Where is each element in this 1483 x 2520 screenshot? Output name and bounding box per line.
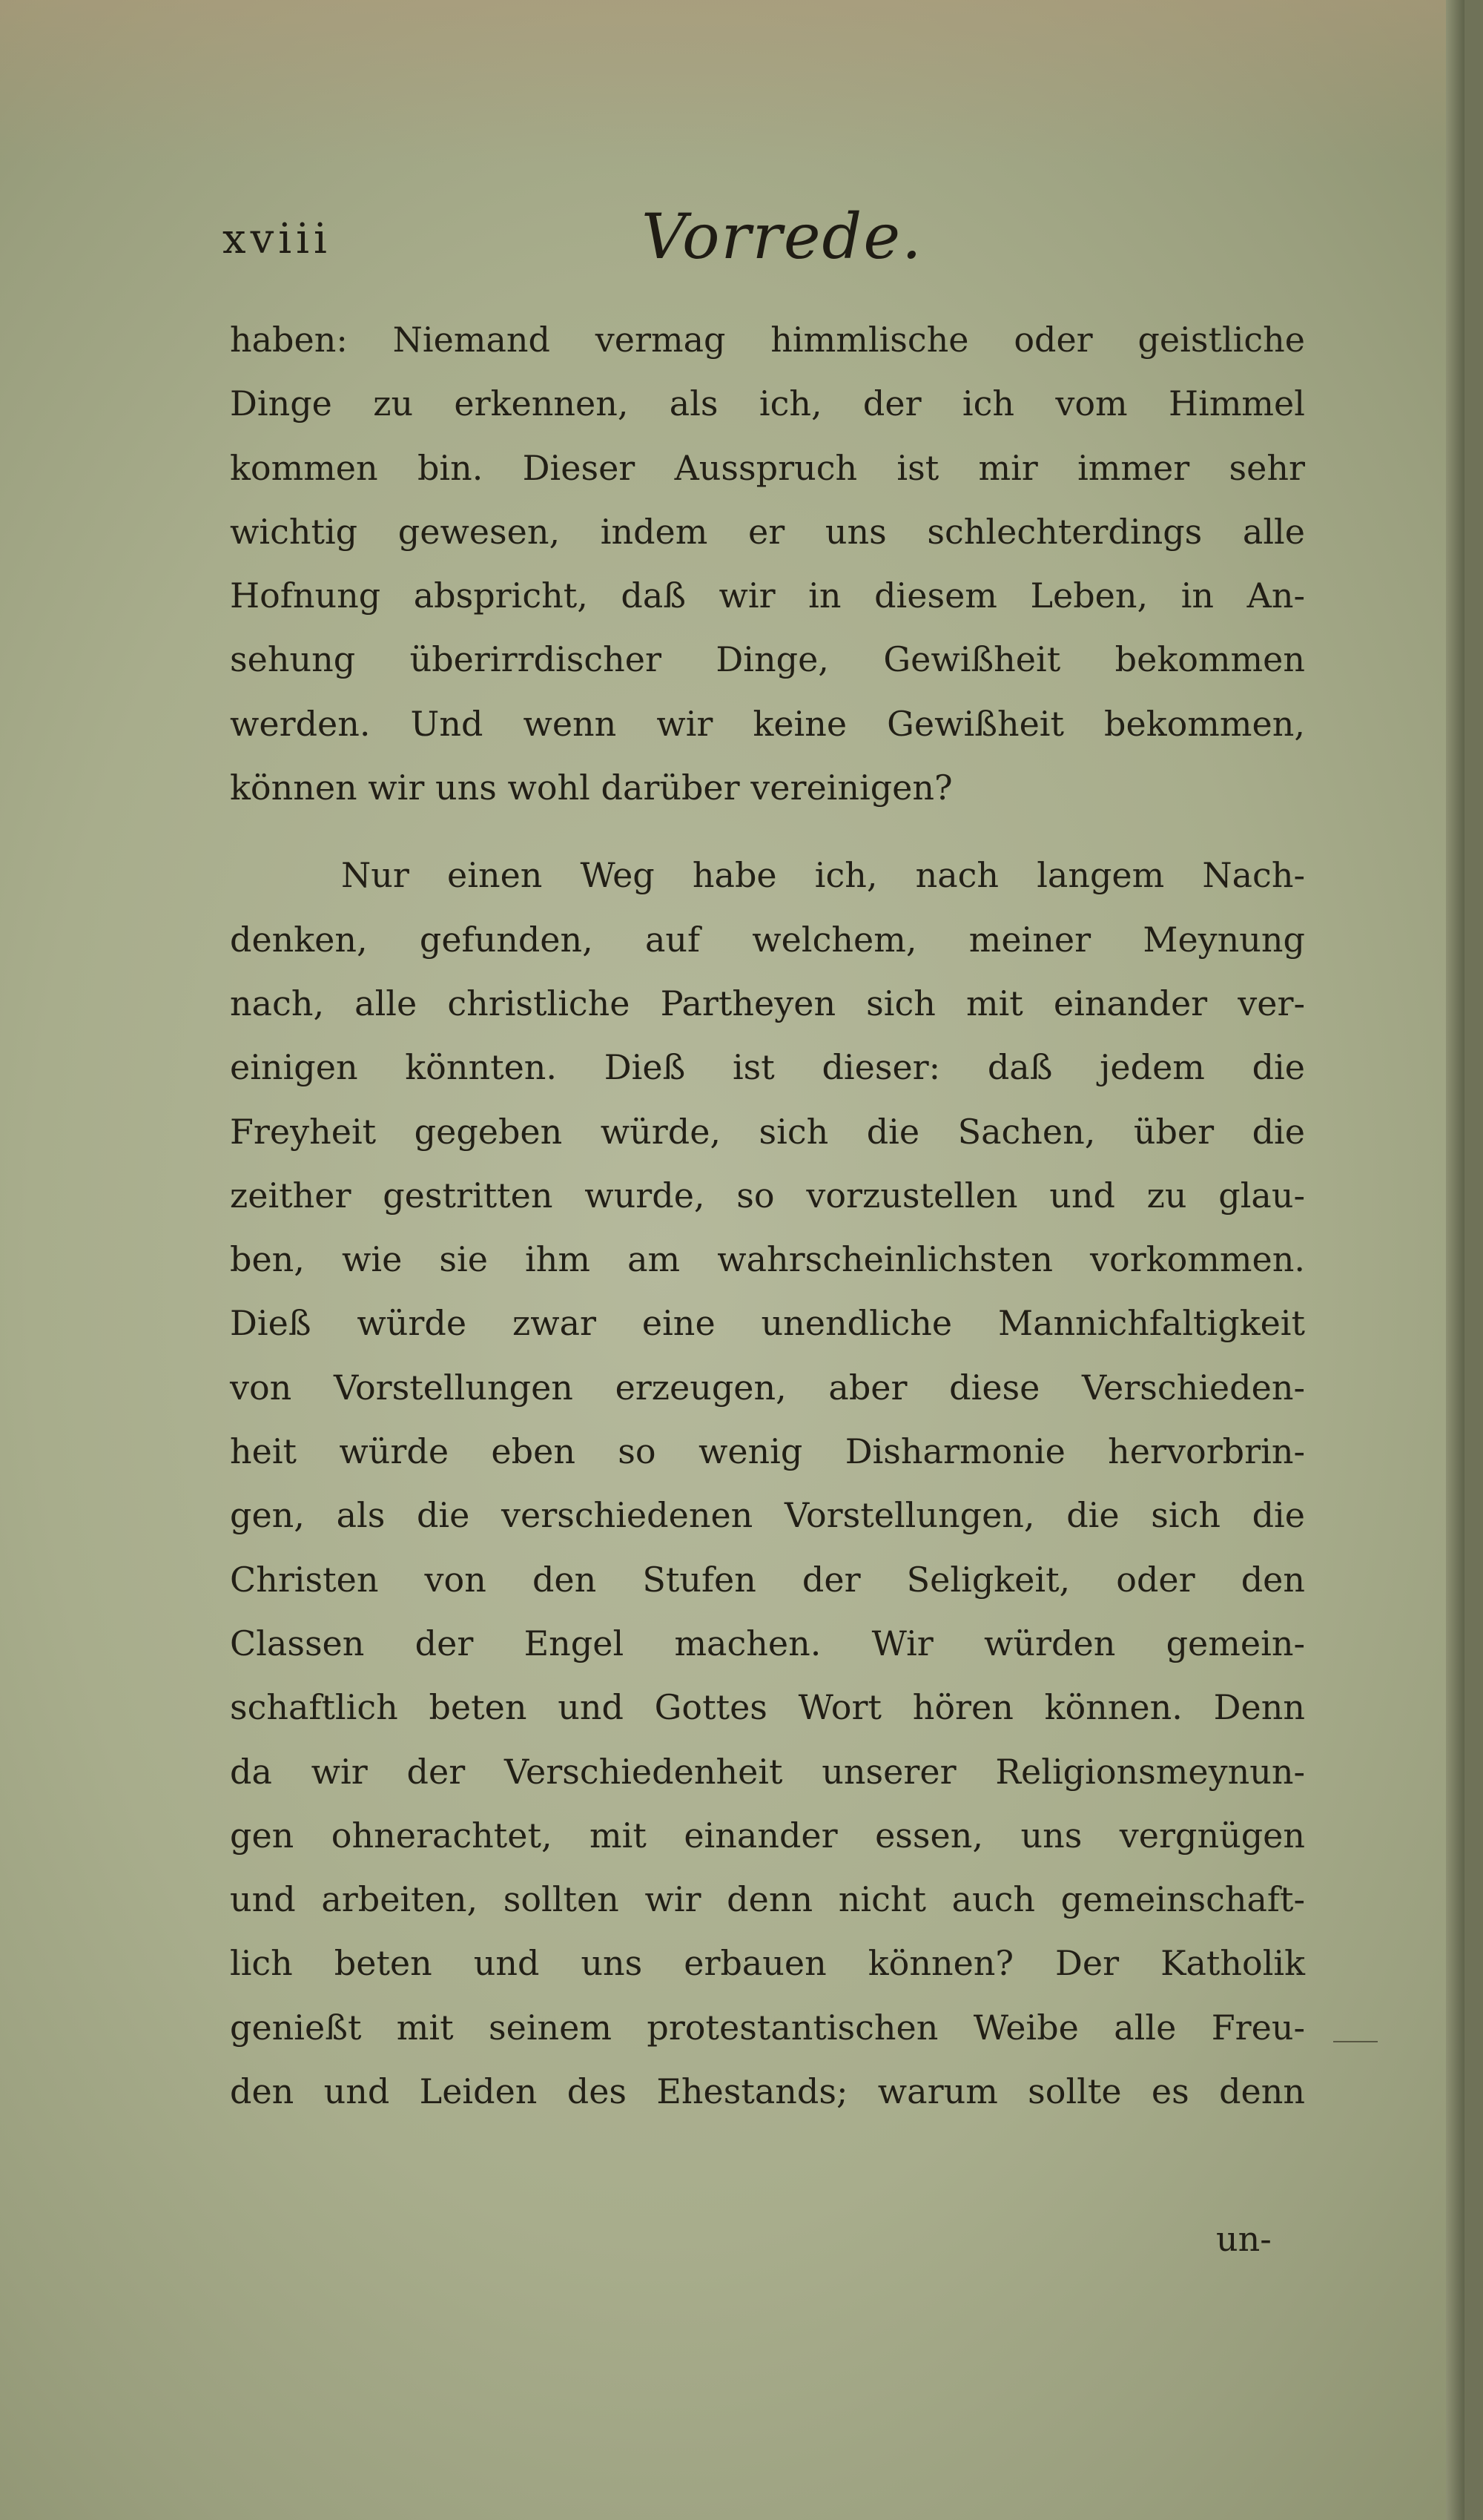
text-line: Dinge zu erkennen, als ich, der ich vom Himmel — [230, 383, 1305, 424]
text-line: können wir uns wohl darüber vereinigen? — [230, 768, 953, 808]
text-line: schaftlich beten und Gottes Wort hören können. Denn — [230, 1687, 1305, 1728]
text-line: lich beten und uns erbauen können? Der Katholik — [230, 1943, 1305, 1984]
text-line: Christen von den Stufen der Seligkeit, oder den — [230, 1559, 1305, 1600]
text-line: und arbeiten, sollten wir denn nicht auch gemeinschaft- — [230, 1879, 1305, 1920]
text-line: werden. Und wenn wir keine Gewißheit bekommen, — [230, 703, 1305, 744]
page-header — [222, 200, 1298, 282]
text-line: da wir der Verschiedenheit unserer Religionsmeynun- — [230, 1751, 1305, 1792]
text-line: heit würde eben so wenig Disharmonie hervorbrin- — [230, 1431, 1305, 1472]
text-line: haben: Niemand vermag himmlische oder geistliche — [230, 320, 1305, 360]
margin-mark — [1333, 2041, 1378, 2042]
text-line: von Vorstellungen erzeugen, aber diese Verschieden- — [230, 1367, 1305, 1408]
text-line: ben, wie sie ihm am wahrscheinlichsten vorkommen. — [230, 1239, 1305, 1280]
running-head: Vorrede. — [641, 200, 923, 273]
paragraph-1 — [230, 308, 1305, 819]
text-line: nach, alle christliche Partheyen sich mit einander ver- — [230, 983, 1305, 1023]
page-edge — [1446, 0, 1464, 2520]
text-line: Nur einen Weg habe ich, nach langem Nach- — [341, 855, 1305, 896]
text-line: Freyheit gegeben würde, sich die Sachen, über die — [230, 1111, 1305, 1152]
text-line: zeither gestritten wurde, so vorzustellen und zu glau- — [230, 1175, 1305, 1216]
text-line: Hofnung abspricht, daß wir in diesem Leben, in An- — [230, 575, 1305, 616]
text-line: wichtig gewesen, indem er uns schlechterdings alle — [230, 511, 1305, 552]
text-line: denken, gefunden, auf welchem, meiner Meynung — [230, 919, 1305, 960]
page-number: xviii — [222, 215, 331, 263]
text-line: Classen der Engel machen. Wir würden gemein- — [230, 1623, 1305, 1663]
text-line: gen, als die verschiedenen Vorstellungen, die sich die — [230, 1495, 1305, 1536]
text-line: den und Leiden des Ehestands; warum sollte es denn — [230, 2071, 1305, 2112]
text-line: einigen könnten. Dieß ist dieser: daß jedem die — [230, 1047, 1305, 1088]
text-line: Dieß würde zwar eine unendliche Mannichfaltigkeit — [230, 1303, 1305, 1344]
catchword: un- — [1216, 2219, 1272, 2259]
text-line: gen ohnerachtet, mit einander essen, uns vergnügen — [230, 1815, 1305, 1856]
text-line: genießt mit seinem protestantischen Weibe alle Freu- — [230, 2007, 1305, 2048]
text-line: sehung überirrdischer Dinge, Gewißheit bekommen — [230, 639, 1305, 680]
paragraph-2 — [230, 843, 1305, 2123]
body-text — [230, 308, 1305, 2123]
text-line: kommen bin. Dieser Ausspruch ist mir immer sehr — [230, 447, 1305, 488]
